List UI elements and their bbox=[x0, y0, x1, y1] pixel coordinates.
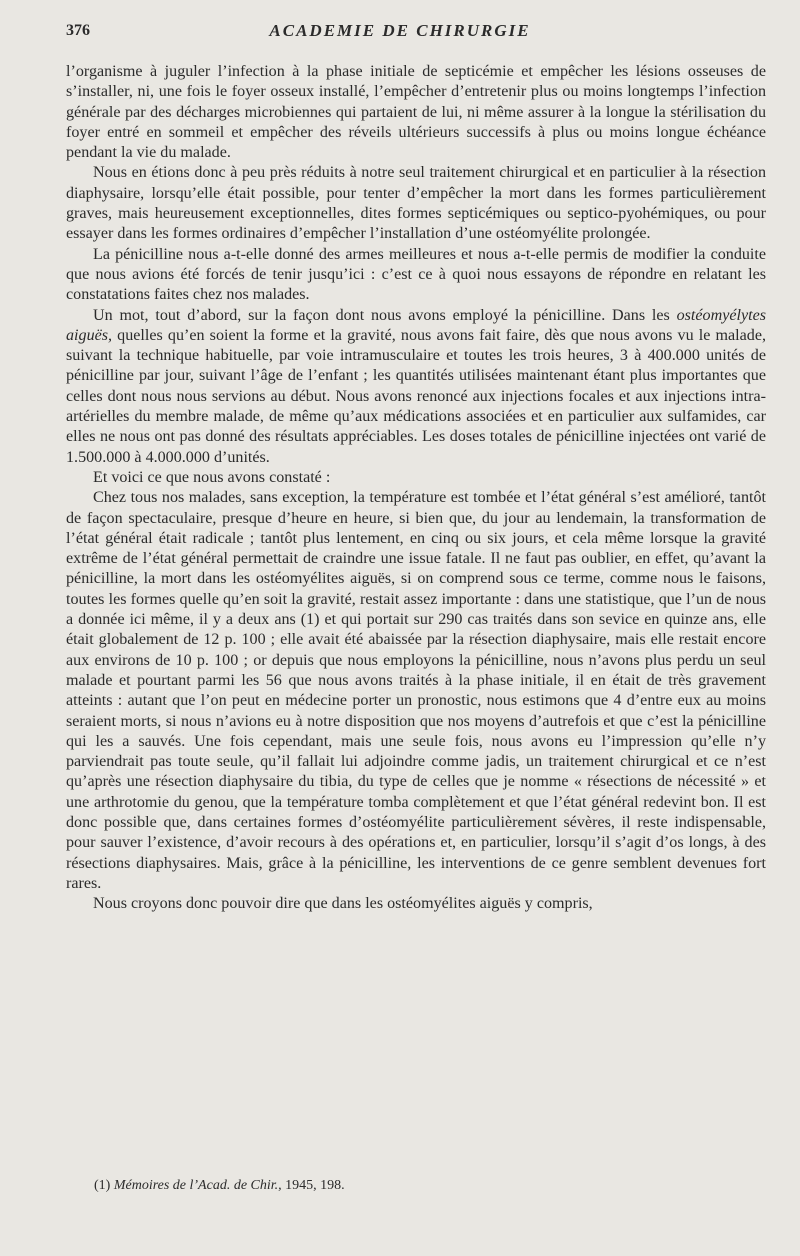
footnote-source: Mémoires de l’Acad. de Chir., bbox=[113, 1178, 282, 1193]
paragraph-4-italic-term: ostéomyélytes aiguës, bbox=[66, 306, 766, 344]
running-title: ACADEMIE DE CHIRURGIE bbox=[269, 21, 531, 40]
footnote-details: 1945, 198. bbox=[285, 1178, 345, 1193]
footnote-marker: (1) bbox=[94, 1178, 111, 1193]
paragraph-6: Chez tous nos malades, sans exception, la température est tombée et l’état général s’est amélioré, tantôt de façon spectaculaire, presque d’heure en heure, si bien que, du jour au lendemain, la transformation de l’état général était radicale ; tantôt plus lentement, en cinq ou six jours, et cela même lorsque la gravité extrême de l’état général permettait de craindre une issue fatale. Il ne faut pas oublier, en effet, qu’avant la pénicilline, la mort dans les ostéomyélites aiguës, si on comprend sous ce terme, comme nous le faisons, toutes les formes quelle qu’en soit la gravité, restait assez importante : dans une statistique, que l’un de nous a donnée ici même, il y a deux ans (1) et qui portait sur 290 cas traités dans son sevice en quinze ans, elle était globalement de 12 p. 100 ; elle avait été abaissée par la résection diaphysaire, mais elle restait encore aux environs de 10 p. 100 ; or depuis que nous employons la pénicilline, nous n’avons plus perdu un seul malade et pourtant parmi les 56 que nous avons traités à la phase initiale, il en était de très gravement atteints : autant que l’on peut en médecine porter un pronostic, nous estimons que 4 d’entre eux au moins seraient morts, si nous n’avions eu à notre disposition que nos moyens d’autrefois et que c’est la pénicilline qui les a sauvés. Une fois cependant, mais une seule fois, nous avons eu l’impression qu’elle n’y parviendrait pas toute seule, qu’il fallait lui adjoindre comme jadis, un traitement chirurgical et ce n’est qu’après une résection diaphysaire du tibia, du type de celles que je nomme « résections de nécessité » et une arthrotomie du genou, que la température tomba complètement et que l’état général redevint bon. Il est donc possible que, dans certaines formes d’ostéomyélite particulièrement sévères, il reste indispensable, pour sauver l’existence, d’avoir recours à des opérations et, en particulier, lorsqu’il s’agit d’os longs, à des résections diaphysaires. Mais, grâce à la pénicilline, les interventions de ce genre semblent devenues fort rares. bbox=[66, 489, 766, 892]
page-number: 376 bbox=[66, 22, 90, 39]
footnote bbox=[94, 1178, 345, 1194]
paragraph-4-rest: quelles qu’en soient la forme et la gravité, nous avons fait faire, dès que nous avons vu le malade, suivant la technique habituelle, par voie intramusculaire et toutes les trois heures, 3 à 400.000 unités de pénicilline par jour, suivant l’âge de l’enfant ; les quantités utilisées maintenant étant plus importantes que celles dont nous nous servions au début. Nous avons renoncé aux injections focales et aux injections intra-artérielles du membre malade, de même qu’aux médications associées et en particulier aux sulfamides, car elles ne nous ont pas donné des résultats appréciables. Les doses totales de pénicilline injectées ont varié de 1.500.000 à 4.000.000 d’unités. bbox=[66, 326, 766, 466]
body-text bbox=[66, 62, 766, 914]
paragraph-3: La pénicilline nous a-t-elle donné des armes meilleures et nous a-t-elle permis de modifier la conduite que nous avions été forcés de tenir jusqu’ici : c’est ce à quoi nous essayons de répondre en relatant les constatations faites chez nos malades. bbox=[66, 245, 766, 304]
paragraph-5: Et voici ce que nous avons constaté : bbox=[93, 468, 331, 486]
paragraph-4 bbox=[66, 306, 766, 468]
paragraph-7: Nous croyons donc pouvoir dire que dans les ostéomyélites aiguës y compris, bbox=[93, 895, 593, 913]
paragraph-2: Nous en étions donc à peu près réduits à notre seul traitement chirurgical et en particulier à la résection diaphysaire, lorsqu’elle était possible, pour tenter d’empêcher la mort dans les formes particulièrement graves, mais heureusement exceptionnelles, dites formes septicémiques ou septico-pyohémiques, ou pour essayer dans les formes ordinaires d’empêcher l’installation d’une ostéomyélite prolongée. bbox=[66, 164, 766, 243]
paragraph-4-lead: Un mot, tout d’abord, sur la façon dont nous avons employé la pénicilline. Dans les bbox=[93, 306, 677, 324]
paragraph-1: l’organisme à juguler l’infection à la phase initiale de septicémie et empêcher les lésions osseuses de s’installer, ni, une fois le foyer osseux installé, l’empêcher d’entretenir plus ou moins longtemps l’infection générale par des décharges microbiennes qui partaient de lui, ni même assurer à la longue la stérilisation du foyer entré en sommeil et empêcher des réveils ultérieurs successifs à plus ou moins longue échéance pendant la vie du malade. bbox=[66, 63, 766, 162]
